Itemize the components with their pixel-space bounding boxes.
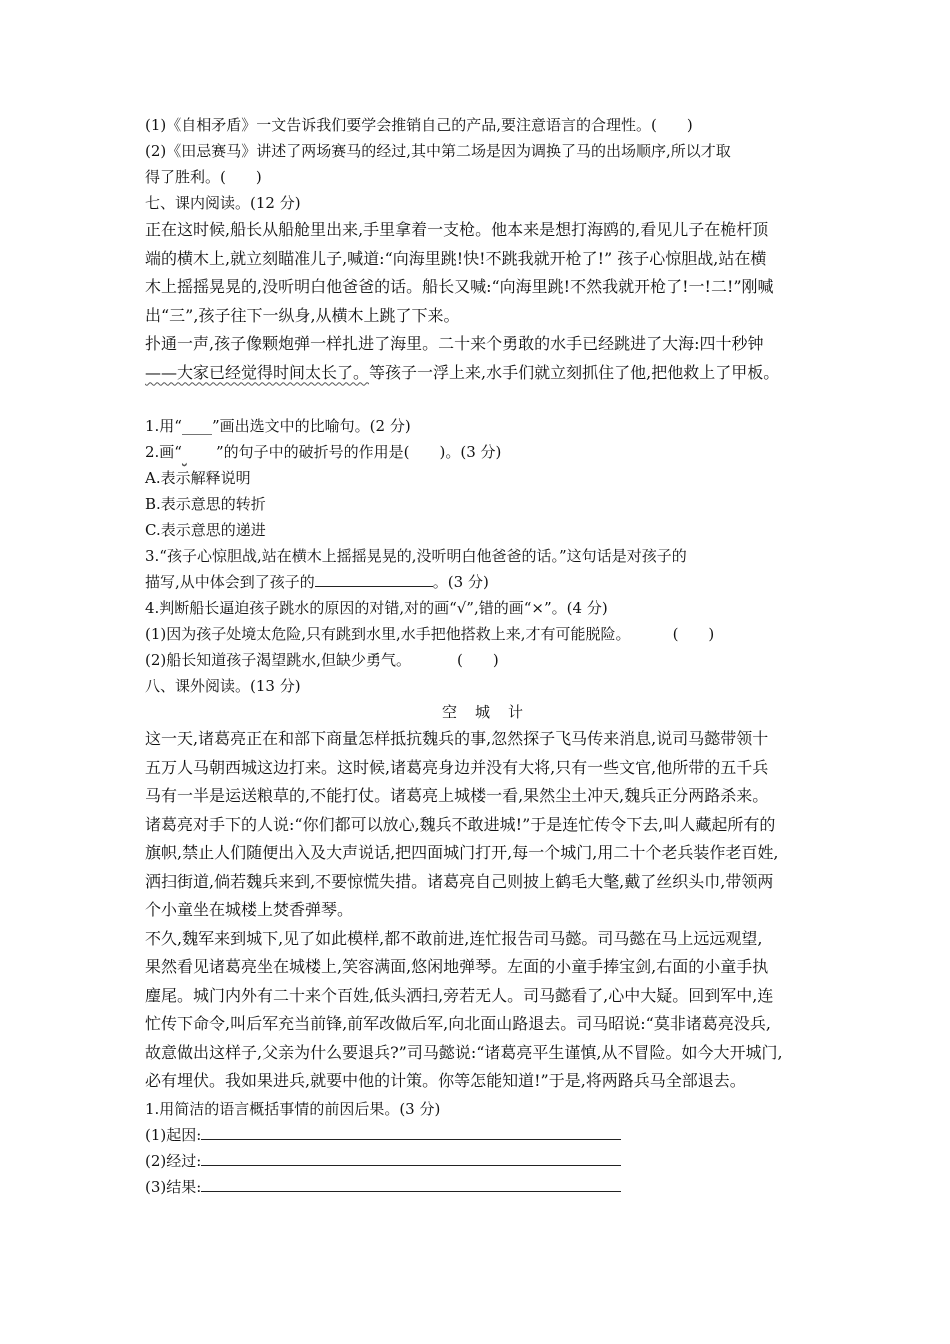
straight-underline-sample: ____: [181, 417, 212, 435]
process-answer-line[interactable]: [201, 1148, 621, 1166]
passage-2-line: 果然看见诸葛亮坐在城楼上,笑容满面,悠闲地弹琴。左面的小童手捧宝剑,右面的小童手执: [145, 957, 769, 976]
judge-question-2-line-2: 得了胜利。( ): [145, 168, 262, 186]
passage-2-line: 诸葛亮对手下的人说:“你们都可以放心,魏兵不敢进城!”于是连忙传令下去,叫人藏起所有的: [145, 814, 776, 834]
judge-question-2-line-1: (2)《田忌赛马》讲述了两场赛马的经过,其中第二场是因为调换了马的出场顺序,所以才取: [145, 142, 731, 160]
answer-parentheses[interactable]: ( ): [672, 625, 715, 643]
answer-blank[interactable]: [315, 569, 433, 587]
reading-question-4-1: (1)因为孩子处境太危险,只有跳到水里,水手把他搭救上来,才有可能脱险。 ( ): [145, 621, 820, 647]
reading-question-3-line-2: 描写,从中体会到了孩子的 。(3 分): [145, 569, 820, 595]
outside-question-1: 1.用简洁的语言概括事情的前因后果。(3 分): [145, 1099, 441, 1118]
option-b: B.表示意思的转折: [145, 495, 266, 513]
passage-1-line: 扑通一声,孩子像颗炮弹一样扎进了海里。二十来个勇敢的水手已经跳进了大海:四十秒钟: [145, 334, 764, 353]
passage-2-line: 忙传下命令,叫后军充当前锋,前军改做后军,向北面山路退去。司马昭说:“莫非诸葛亮没兵,: [145, 1014, 771, 1033]
passage-2-line: 不久,魏军来到城下,见了如此模样,都不敢前进,连忙报告司马懿。司马懿在马上远远观望,: [145, 928, 763, 948]
section-8-heading: 八、课外阅读。(13 分): [145, 677, 301, 695]
judge-question-1: (1)《自相矛盾》一文告诉我们要学会推销自己的产品,要注意语言的合理性。( ): [145, 116, 693, 134]
result-row: (3)结果:: [145, 1174, 820, 1200]
option-a: A.表示解释说明: [145, 469, 251, 487]
passage-2-line: 旗帜,禁止人们随便出入及大声说话,把四面城门打开,每一个城门,用二十个老兵装作老百姓,: [145, 843, 779, 862]
reading-question-2: 2.画“ ”的句子中的破折号的作用是( )。(3 分): [145, 439, 820, 465]
option-c: C.表示意思的递进: [145, 521, 266, 539]
process-row: (2)经过:: [145, 1148, 820, 1174]
passage-2-line: 这一天,诸葛亮正在和部下商量怎样抵抗魏兵的事,忽然探子飞马传来消息,说司马懿带领十: [145, 729, 769, 748]
passage-2-line: 五万人马朝西城这边打来。这时候,诸葛亮身边并没有大将,只有一些文官,他所带的五千兵: [145, 757, 769, 777]
passage-1-line: 端的横木上,就立刻瞄准儿子,喊道:“向海里跳!快!不跳我就开枪了!” 孩子心惊胆战,站在横: [145, 248, 767, 268]
passage-2-line: 必有埋伏。我如果进兵,就要中他的计策。你等怎能知道!”于是,将两路兵马全部退去。: [145, 1071, 746, 1090]
passage-2-line: 个小童坐在城楼上焚香弹琴。: [145, 900, 354, 919]
passage-2-line: 麈尾。城门内外有二十来个百姓,低头洒扫,旁若无人。司马懿看了,心中大疑。回到军中,连: [145, 985, 774, 1005]
wavy-underline-sample: [182, 439, 216, 465]
passage-1-line: 木上摇摇晃晃的,没听明白他爸爸的话。船长又喊:“向海里跳!不然我就开枪了!一!二!”刚喊: [145, 277, 774, 296]
passage-1-line: 出“三”,孩子往下一纵身,从横木上跳了下来。: [145, 305, 460, 325]
reading-question-3-line-1: 3.“孩子心惊胆战,站在横木上摇摇晃晃的,没听明白他爸爸的话。”这句话是对孩子的: [145, 547, 687, 565]
result-answer-line[interactable]: [201, 1174, 621, 1192]
passage-2: [145, 725, 820, 1096]
passage-1: [145, 216, 820, 387]
answer-parentheses[interactable]: ( ): [457, 651, 499, 669]
worksheet-page: [145, 112, 820, 1200]
passage-2-line: 马有一半是运送粮草的,不能打仗。诸葛亮上城楼一看,果然尘土冲天,魏兵正分两路杀来。: [145, 786, 769, 805]
passage-1-line: 正在这时候,船长从船舱里出来,手里拿着一支枪。他本来是想打海鸥的,看见儿子在桅杆顶: [145, 220, 769, 239]
cause-answer-line[interactable]: [201, 1122, 621, 1140]
passage-2-line: 洒扫街道,倘若魏兵来到,不要惊慌失措。诸葛亮自己则披上鹤毛大氅,戴了丝织头巾,带领两: [145, 871, 774, 891]
reading-question-4: 4.判断船长逼迫孩子跳水的原因的对错,对的画“√”,错的画“×”。(4 分): [145, 599, 608, 617]
wavy-underlined-sentence: ——大家已经觉得时间太长了。: [145, 362, 370, 382]
reading-question-1: 1.用“____”画出选文中的比喻句。(2 分): [145, 417, 411, 435]
story-title: 空城计: [441, 703, 541, 721]
reading-question-4-2: (2)船长知道孩子渴望跳水,但缺少勇气。 ( ): [145, 647, 820, 673]
passage-2-line: 故意做出这样子,父亲为什么要退兵?”司马懿说:“诸葛亮平生谨慎,从不冒险。如今大开城门,: [145, 1042, 783, 1062]
section-7-heading: 七、课内阅读。(12 分): [145, 194, 301, 212]
cause-row: (1)起因:: [145, 1122, 820, 1148]
passage-1-line-wavy: ——大家已经觉得时间太长了。等孩子一浮上来,水手们就立刻抓住了他,把他救上了甲板。: [145, 362, 780, 382]
